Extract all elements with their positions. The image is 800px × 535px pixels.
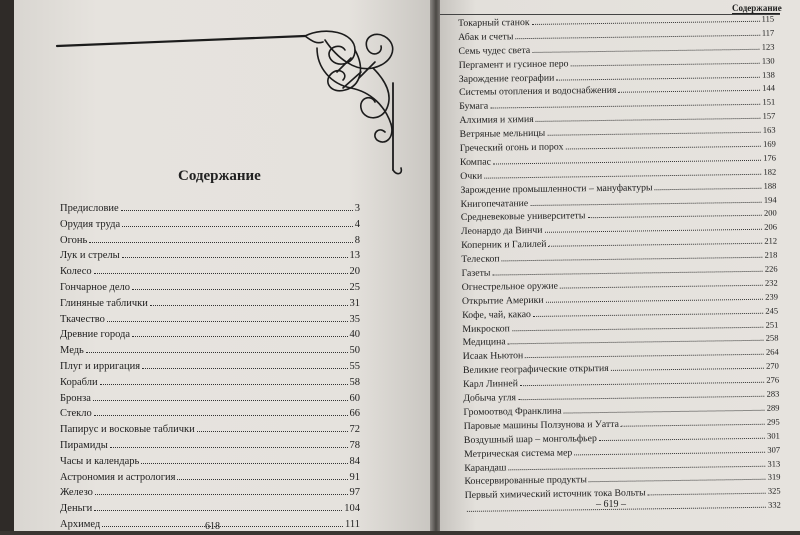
dot-leader	[508, 340, 764, 345]
toc-entry-page: 218	[764, 249, 778, 260]
toc-entry	[60, 393, 360, 409]
toc-entry-page: 72	[349, 424, 360, 436]
toc-entry-title: Кофе, чай, какао	[462, 308, 532, 321]
dot-leader	[94, 273, 348, 274]
dot-leader	[611, 368, 764, 371]
toc-entry-page: 3	[354, 203, 360, 214]
toc-entry-page: 251	[765, 319, 779, 330]
toc-entry	[60, 487, 360, 503]
toc-entry-title: Бронза	[60, 392, 91, 404]
dot-leader	[648, 493, 766, 496]
dot-leader	[621, 424, 765, 427]
toc-entry	[60, 219, 360, 235]
toc-entry-title: Воздушный шар – монгольфьер	[463, 432, 597, 446]
dot-leader	[532, 49, 760, 53]
toc-entry-page: 319	[767, 471, 781, 483]
dot-leader	[94, 415, 348, 416]
toc-entry-title: Карл Линней	[463, 378, 519, 391]
dot-leader	[86, 352, 348, 353]
toc-entry	[60, 345, 360, 361]
dot-leader	[530, 201, 762, 205]
toc-entry-page: 206	[764, 221, 778, 233]
toc-entry	[60, 329, 360, 345]
toc-entry-title: Ветряные мельницы	[459, 127, 546, 141]
toc-entry-title: Системы отопления и водоснабжения	[458, 85, 617, 99]
toc-entry-title: Часы и календарь	[60, 455, 140, 467]
dot-leader	[599, 437, 765, 440]
page-title: Содержание	[178, 168, 261, 184]
dot-leader	[533, 312, 763, 316]
toc-entry-page: 25	[349, 281, 360, 293]
toc-entry-title: Архимед	[60, 518, 101, 530]
toc-entry-page: 20	[349, 266, 360, 278]
dot-leader	[512, 326, 764, 331]
dot-leader	[141, 463, 347, 464]
toc-entry-page: 188	[763, 180, 777, 191]
toc-entry	[60, 314, 360, 330]
toc-entry	[60, 266, 360, 282]
dot-leader	[95, 494, 348, 495]
dot-leader	[132, 336, 347, 337]
toc-entry-page: 58	[349, 376, 360, 388]
dot-leader	[484, 174, 761, 179]
toc-entry-page: 104	[344, 503, 360, 515]
toc-entry-page: 264	[765, 346, 779, 358]
toc-entry-page: 283	[766, 388, 780, 399]
dot-leader	[121, 210, 353, 211]
toc-entry-page: 130	[761, 55, 775, 66]
toc-entry-page: 55	[349, 360, 360, 372]
toc-entry-page: 232	[764, 277, 778, 288]
corner-ornament-icon	[55, 28, 415, 178]
toc-entry-title: Гончарное дело	[60, 281, 130, 293]
toc-entry-title: Ткачество	[60, 313, 105, 325]
dot-leader	[515, 35, 759, 39]
toc-entry-page: 123	[761, 41, 775, 52]
toc-entry-page: 332	[768, 499, 781, 510]
dot-leader	[618, 90, 760, 93]
toc-entry-page: 289	[766, 402, 780, 413]
toc-right-list	[458, 14, 781, 518]
page-number-right: – 619 –	[596, 499, 626, 510]
toc-entry-title: Медицина	[462, 336, 506, 349]
toc-entry-page: 176	[763, 152, 777, 163]
dot-leader	[150, 305, 348, 306]
toc-entry-title: Древние города	[60, 329, 131, 341]
toc-entry-page: 325	[767, 485, 781, 497]
dot-leader	[520, 382, 764, 386]
toc-entry-title: Книгопечатание	[460, 197, 529, 210]
dot-leader	[556, 76, 760, 80]
toc-entry-title: Астрономия и астрология	[60, 471, 176, 483]
toc-entry-title: Зарождение промышленности – мануфактуры	[460, 181, 653, 196]
dot-leader	[102, 526, 343, 527]
toc-entry-page: 117	[761, 27, 775, 38]
dot-leader	[89, 242, 352, 243]
toc-entry-title: Железо	[60, 487, 93, 499]
toc-entry-page: 4	[354, 218, 360, 230]
dot-leader	[197, 431, 348, 432]
toc-entry-title: Великие географические открытия	[462, 363, 609, 377]
dot-leader	[490, 104, 760, 109]
dot-leader	[544, 229, 762, 233]
dot-leader	[132, 289, 348, 290]
toc-entry	[60, 282, 360, 298]
toc-entry-page: 60	[349, 392, 360, 404]
toc-entry-title: Открытие Америки	[461, 294, 544, 307]
toc-entry-title: Микроскоп	[462, 322, 510, 335]
toc-entry-title: Семь чудес света	[458, 44, 531, 57]
dot-leader	[532, 21, 760, 25]
toc-entry-title: Очки	[460, 170, 483, 182]
toc-entry-title: Предисловие	[60, 203, 119, 214]
dot-leader	[565, 146, 761, 150]
dot-leader	[110, 447, 348, 448]
toc-entry-page: 8	[354, 234, 360, 246]
toc-entry-title: Медь	[60, 345, 84, 357]
toc-entry-page: 270	[766, 360, 779, 371]
toc-entry-title: Колесо	[60, 266, 92, 278]
toc-entry-page: 194	[763, 194, 777, 205]
toc-entry-page: 151	[762, 96, 776, 108]
toc-entry-page: 31	[349, 297, 360, 309]
toc-entry	[60, 503, 360, 519]
toc-entry-title: Деньги	[60, 503, 93, 515]
dot-leader	[177, 479, 347, 480]
toc-entry-page: 239	[765, 291, 778, 302]
toc-entry-page: 169	[762, 138, 776, 149]
dot-leader	[122, 257, 348, 258]
toc-entry	[60, 361, 360, 377]
toc-entry-page: 226	[764, 263, 778, 274]
dot-leader	[508, 465, 765, 470]
toc-entry-page: 97	[349, 487, 360, 499]
toc-entry-page: 157	[762, 110, 776, 121]
dot-leader	[142, 368, 347, 369]
dot-leader	[546, 299, 764, 303]
toc-entry-title: Токарный станок	[458, 17, 530, 29]
toc-entry	[60, 298, 360, 314]
toc-entry-title: Газеты	[461, 267, 491, 280]
toc-entry-title: Компас	[459, 156, 491, 168]
toc-entry-page: 13	[349, 250, 360, 262]
toc-entry	[60, 472, 360, 488]
dot-leader	[107, 321, 348, 322]
toc-entry-title: Карандаш	[464, 461, 507, 474]
dot-leader	[589, 479, 766, 482]
toc-entry-title: Огонь	[60, 234, 88, 246]
toc-entry-title: Плуг и ирригация	[60, 360, 141, 372]
toc-entry-page: 182	[763, 166, 777, 177]
toc-entry-page: 144	[762, 83, 776, 94]
toc-entry	[60, 377, 360, 393]
toc-entry-title: Греческий огонь и порох	[459, 141, 564, 155]
toc-entry-page: 66	[349, 408, 360, 420]
toc-entry	[60, 250, 360, 266]
dot-leader	[587, 215, 762, 218]
toc-entry-title: Лук и стрелы	[60, 250, 120, 262]
toc-entry-title: Корабли	[60, 376, 98, 388]
toc-entry-page: 295	[766, 416, 780, 427]
toc-entry-title: Стекло	[60, 408, 92, 420]
toc-entry-title: Пергамент и гусиное перо	[458, 58, 569, 71]
toc-entry-page: 307	[767, 444, 781, 455]
toc-entry-title: Огнестрельное оружие	[461, 280, 558, 293]
toc-entry-title: Коперник и Галилей	[461, 239, 547, 252]
toc-entry-page: 84	[349, 455, 360, 467]
page-number-left: 618	[205, 521, 220, 532]
toc-entry-title: Алхимия и химия	[459, 114, 534, 127]
toc-entry-page: 258	[765, 333, 779, 344]
toc-entry-title: Метрическая система мер	[464, 447, 573, 460]
toc-entry-title: Бумага	[459, 100, 489, 113]
toc-entry	[60, 456, 360, 472]
dot-leader	[492, 271, 762, 276]
toc-entry-page: 111	[345, 518, 360, 530]
dot-leader	[536, 118, 761, 122]
toc-entry-title: Папирус и восковые таблички	[60, 424, 195, 436]
toc-entry-page: 35	[349, 313, 360, 325]
toc-entry-page: 40	[349, 329, 360, 341]
toc-entry-page: 245	[765, 305, 779, 316]
dot-leader	[564, 410, 765, 414]
toc-entry-title: Леонардо да Винчи	[460, 225, 543, 238]
dot-leader	[122, 226, 353, 227]
toc-entry-page: 50	[349, 345, 360, 357]
toc-entry-page: 115	[761, 13, 775, 24]
toc-entry-title: Орудия труда	[60, 218, 121, 230]
toc-entry-title: Пирамиды	[60, 439, 108, 451]
toc-entry	[60, 440, 360, 456]
dot-leader	[493, 160, 761, 165]
toc-entry-title: Громоотвод Франклина	[463, 405, 562, 418]
dot-leader	[571, 62, 760, 66]
toc-entry-page: 276	[766, 374, 780, 385]
toc-entry-title: Паровые машины Ползунова и Уатта	[463, 418, 620, 432]
toc-entry-title: Консервированные продукты	[464, 474, 587, 488]
dot-leader	[548, 243, 762, 247]
toc-entry	[60, 424, 360, 440]
toc-entry-page: 78	[349, 439, 360, 451]
toc-left-list	[60, 203, 360, 535]
toc-entry-page: 200	[763, 208, 777, 219]
dot-leader	[502, 257, 763, 262]
toc-entry-title: Зарождение географии	[458, 72, 555, 85]
running-header: Содержание	[732, 3, 782, 13]
toc-entry-page: 163	[762, 124, 776, 135]
toc-entry	[60, 408, 360, 424]
toc-entry	[60, 203, 360, 219]
dot-leader	[547, 132, 761, 136]
dot-leader	[100, 384, 348, 385]
toc-entry-page: 138	[761, 69, 775, 80]
toc-entry	[60, 235, 360, 251]
dot-leader	[94, 510, 342, 511]
toc-entry-page: 212	[764, 235, 778, 246]
dot-leader	[560, 285, 763, 289]
dot-leader	[518, 396, 765, 400]
toc-entry-title: Исаак Ньютон	[462, 350, 524, 363]
toc-entry-title: Абак и счеты	[458, 31, 514, 43]
dot-leader	[574, 451, 765, 455]
toc-entry-title: Телескоп	[461, 253, 500, 266]
dot-leader	[93, 400, 348, 401]
toc-entry-page: 301	[767, 430, 780, 441]
toc-entry-title: Первый химический источник тока Вольты	[464, 487, 646, 502]
dot-leader	[655, 187, 762, 189]
dot-leader	[525, 354, 764, 358]
toc-entry-page: 91	[349, 471, 360, 483]
toc-entry-title: Добыча угля	[463, 392, 517, 405]
toc-entry-page: 313	[767, 458, 781, 469]
toc-entry-title: Глиняные таблички	[60, 297, 148, 309]
toc-entry-title: Средневековые университеты	[460, 210, 586, 224]
